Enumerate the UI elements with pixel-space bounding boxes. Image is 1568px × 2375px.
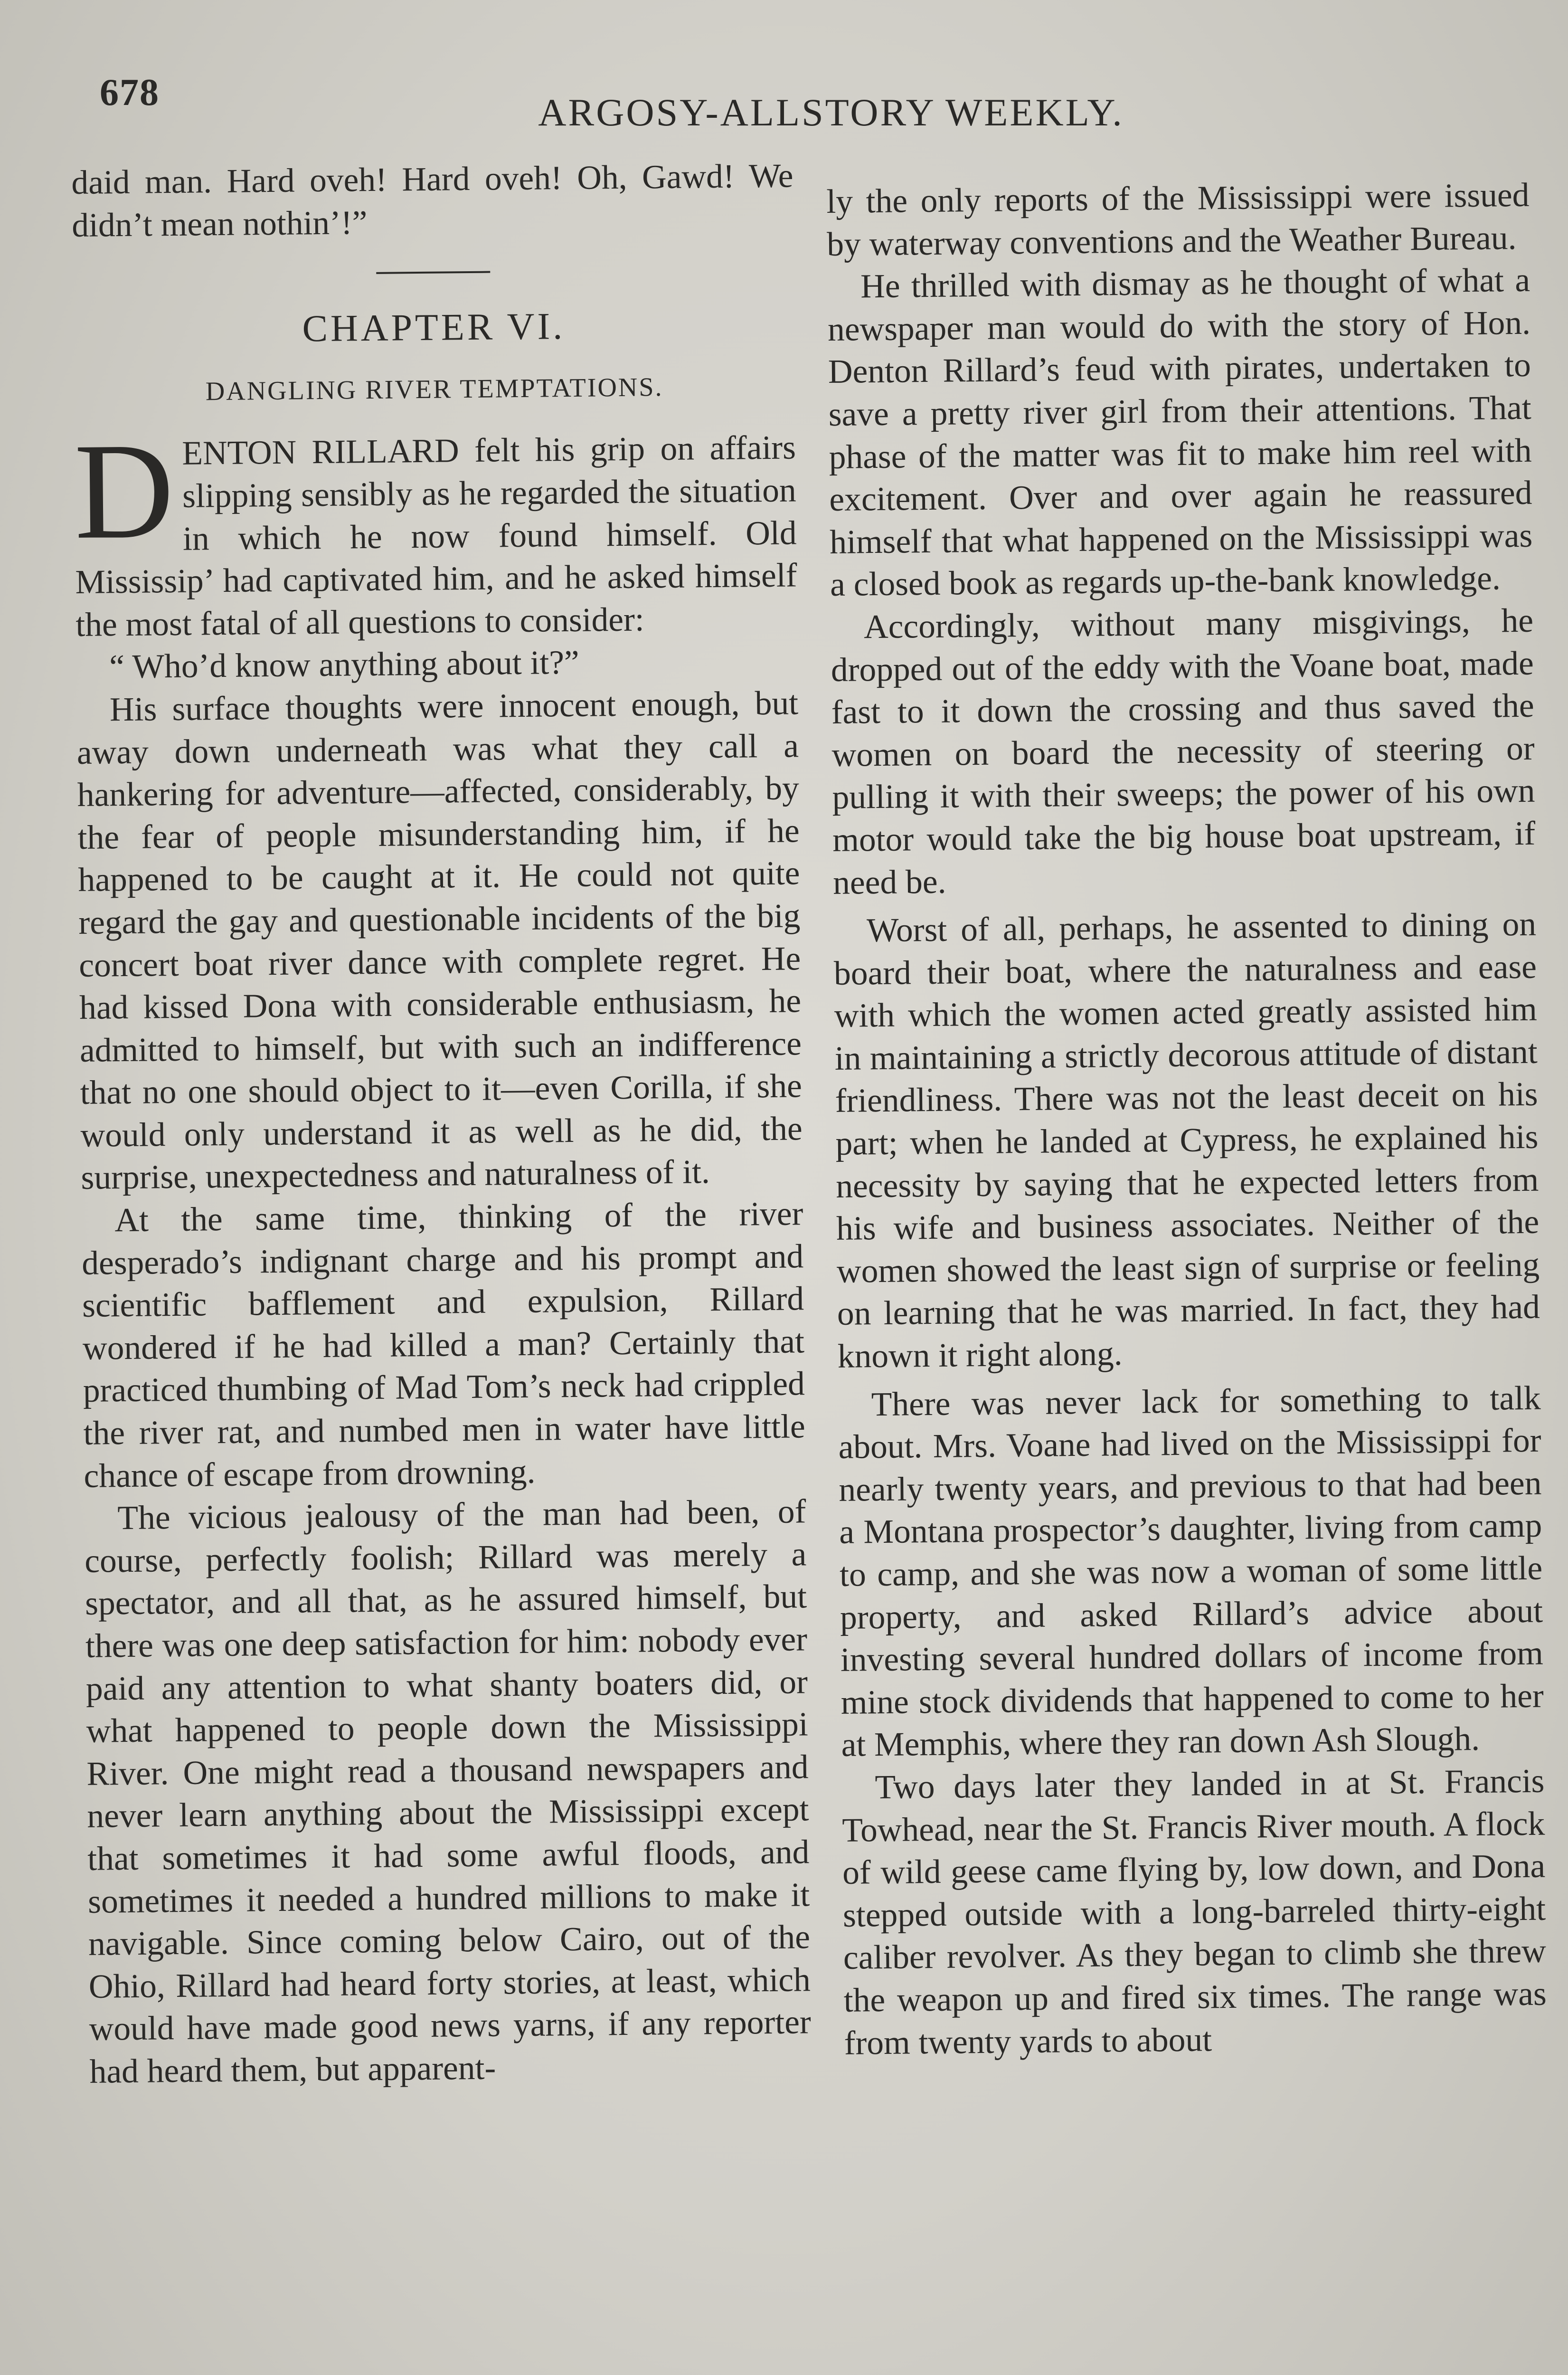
chapter-subtitle: DANGLING RIVER TEMPTATIONS. — [205, 372, 663, 407]
running-head: ARGOSY-ALLSTORY WEEKLY. — [538, 91, 1124, 134]
paragraph: Worst of all, perhaps, he assented to dining on board their boat, where the naturalness and ease with which the women acted greatly assisted him in maintaining a strictly decorous attitude of distant friendliness. There was not the least deceit on his part; when he landed at Cypress, he explained his necessity by saying that he expected letters from his wife and business associates. Neither of the women showed the least sign of surprise or feeling on learning that he was married. In fact, they had known it right along. — [833, 905, 1540, 1375]
section-rule — [376, 271, 490, 274]
opening-text: ENTON RILLARD felt his grip on affairs slipping sensibly as he regarded the situation in which he now found himself. Old Mississip’ had captivated him, and he asked himself the most fatal of all questions to consider: — [75, 428, 797, 644]
paragraph: At the same time, thinking of the river desperado’s indignant charge and his prompt and scientific bafflement and expulsion, Rillard wondered if he had killed a man? Certainly that practiced thumbing of Mad Tom’s neck had crippled the river rat, and numbed men in water have little chance of escape from drowning. — [81, 1195, 806, 1495]
paragraph: “ Who’d know anything about it?” — [109, 644, 580, 686]
drop-cap: D — [74, 414, 175, 568]
paragraph: There was never lack for something to talk about. Mrs. Voane had lived on the Mississippi for nearly twenty years, and previous to that had been a Montana prospector’s daughter, living from camp to camp, and she was now a woman of some little property, and asked Rillard’s advice about investing several hundred dollars of income from mine stock dividends that happened to come to her at Memphis, where they ran down Ash Slough. — [838, 1379, 1544, 1764]
paragraph: Two days later they landed in at St. Francis Towhead, near the St. Francis River mouth. A flock of wild geese came flying by, low down, and Dona stepped outside with a long-barreled thirty-eight caliber revolver. As they began to climb she threw the weapon up and fired six times. The range was from twenty yards to about — [841, 1762, 1547, 2062]
paragraph: The vicious jealousy of the man had been, of course, perfectly foolish; Rillard was merely a spectator, and all that, as he assured himself, but there was one deep satisfaction for him: nobody ever paid any attention to what shanty boaters did, or what happened to people down the Mississippi River. One might read a thousand newspapers and never learn anything about the Mississippi except that sometimes it had some awful floods, and sometimes it needed a hundred millions to make it navigable. Since coming below Cairo, out of the Ohio, Rillard had heard forty stories, at least, which would have made good news yarns, if any reporter had heard them, but apparent- — [84, 1492, 812, 2090]
paragraph: He thrilled with dismay as he thought of what a newspaper man would do with the story of Hon. Denton Rillard’s feud with pirates, undertaken to save a pretty river girl from their attentions. That phase of the matter was fit to make him reel with excitement. Over and over again he reassured himself that what happened on the Mississippi was a closed book as regards up-the-bank knowledge. — [827, 261, 1533, 604]
continued-text: daid man. Hard oveh! Hard oveh! Oh, Gawd! We didn’t mean nothin’!” — [71, 157, 793, 244]
left-column — [71, 154, 812, 2093]
opening-paragraph — [74, 414, 797, 646]
right-column — [826, 174, 1547, 2064]
page-number: 678 — [100, 72, 160, 114]
chapter-title: CHAPTER VI. — [302, 305, 566, 350]
continued-text: ly the only reports of the Mississippi were issued by waterway conventions and the Weather Bureau. — [826, 176, 1530, 263]
paragraph: Accordingly, without many misgivings, he dropped out of the eddy with the Voane boat, made fast to it down the crossing and thus saved the women on board the necessity of steering or pulling it with their sweeps; the power of his own motor would take the big house boat upstream, if need be. — [831, 601, 1536, 902]
paragraph: His surface thoughts were innocent enough, but away down underneath was what they call a hankering for adventure—affected, considerably, by the fear of people misunderstanding him, if he happened to be caught at it. He could not quite regard the gay and questionable incidents of the big concert boat river dance with complete regret. He had kissed Dona with considerable enthusiasm, he admitted to himself, but with such an indifference that no one should object to it—even Corilla, if she would only understand it as well as he did, the surprise, unexpectedness and naturalness of it. — [76, 684, 803, 1197]
